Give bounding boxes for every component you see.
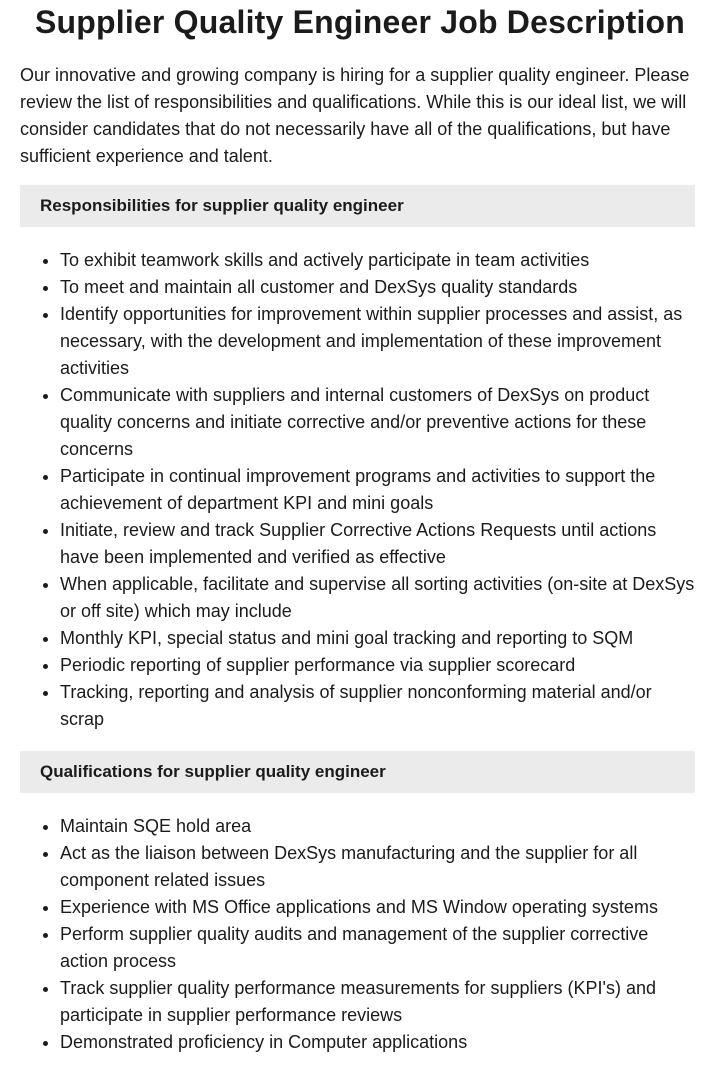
list-item: • Maintain SQE hold area: [60, 813, 695, 840]
list-item: • Track supplier quality performance measurements for suppliers (KPI's) and participate in supplier performance reviews: [60, 975, 695, 1029]
list-item: • Participate in continual improvement programs and activities to support the achievement of department KPI and mini goals: [60, 463, 695, 517]
list-item: • Tracking, reporting and analysis of supplier nonconforming material and/or scrap: [60, 679, 695, 733]
list-item: • Initiate, review and track Supplier Corrective Actions Requests until actions have been implemented and verified as effective: [60, 517, 695, 571]
list-item: • Identify opportunities for improvement within supplier processes and assist, as necessary, with the development and implementation of these improvement activities: [60, 301, 695, 382]
list-item: • Act as the liaison between DexSys manufacturing and the supplier for all component related issues: [60, 840, 695, 894]
list-item: • Demonstrated proficiency in Computer applications: [60, 1029, 695, 1056]
list-item: • Periodic reporting of supplier performance via supplier scorecard: [60, 652, 695, 679]
list-item: • Perform supplier quality audits and management of the supplier corrective action process: [60, 921, 695, 975]
responsibilities-heading: Responsibilities for supplier quality engineer: [20, 185, 695, 227]
qualifications-heading: Qualifications for supplier quality engineer: [20, 751, 695, 793]
list-item: • Experience with MS Office applications and MS Window operating systems: [60, 894, 695, 921]
page-title: Supplier Quality Engineer Job Description: [34, 4, 686, 40]
list-item: • Communicate with suppliers and internal customers of DexSys on product quality concerns and initiate corrective and/or preventive actions for these concerns: [60, 382, 695, 463]
responsibilities-list: [20, 247, 695, 733]
list-item: • To meet and maintain all customer and DexSys quality standards: [60, 274, 695, 301]
list-item: • When applicable, facilitate and supervise all sorting activities (on-site at DexSys or off site) which may include: [60, 571, 695, 625]
list-item: • Monthly KPI, special status and mini goal tracking and reporting to SQM: [60, 625, 695, 652]
list-item: • To exhibit teamwork skills and actively participate in team activities: [60, 247, 695, 274]
intro-paragraph: Our innovative and growing company is hiring for a supplier quality engineer. Please review the list of responsibilities and qualifications. While this is our ideal list, we will consider candidates that do not necessarily have all of the qualifications, but have sufficient experience and talent.: [20, 65, 690, 166]
qualifications-list: [20, 813, 695, 1056]
